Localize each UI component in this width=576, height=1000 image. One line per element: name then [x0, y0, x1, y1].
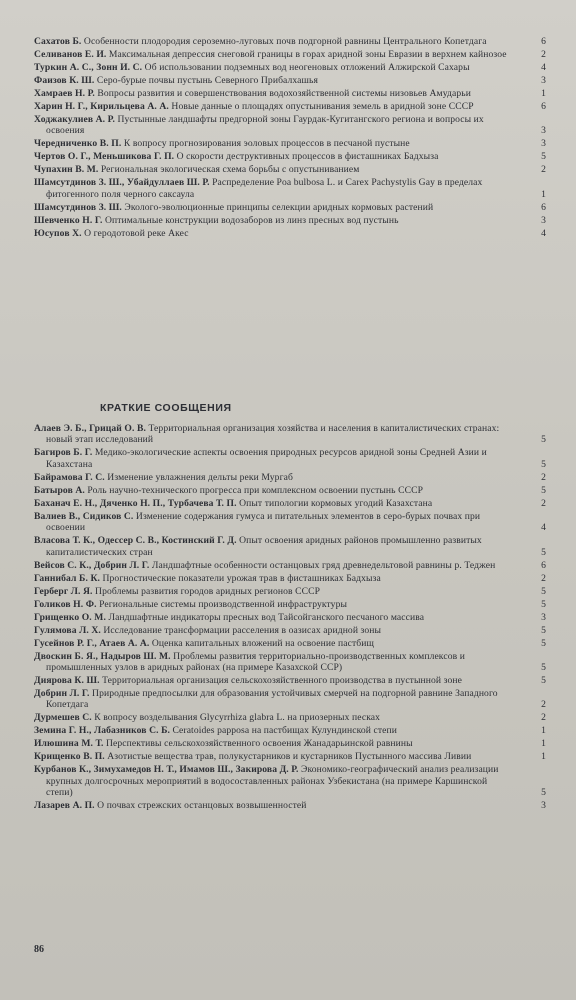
- entry-title: Перспективы сельскохозяйственного освоения Жанадарьинской равнины: [103, 738, 413, 750]
- index-entry: [34, 447, 546, 470]
- entry-title: Изменение увлажнения дельты реки Мургаб: [104, 471, 293, 483]
- index-entry: [34, 36, 546, 47]
- index-entry: [34, 228, 546, 239]
- entry-author: Земина Г. Н., Лабазников С. Б.: [34, 725, 171, 737]
- entry-title: Проблемы развития городов аридных регионов СССР: [92, 585, 321, 597]
- index-entry: [34, 625, 546, 636]
- entry-author: Гусейнов Р. Г., Атаев А. А.: [34, 637, 150, 649]
- entry-title: Азотистые вещества трав, полукустарников и кустарников Пустынного массива Ливии: [104, 751, 472, 763]
- index-entry: [34, 612, 546, 623]
- entry-author: Багиров Б. Г.: [34, 447, 93, 459]
- index-entry: [34, 800, 546, 811]
- entry-author: Валиев В., Сидиков С.: [34, 510, 134, 522]
- entry-author: Юсупов Х.: [34, 227, 82, 239]
- index-entry: [34, 675, 546, 686]
- entry-author: Ганнибал Б. К.: [34, 572, 100, 584]
- entry-author: Ходжакулиев А. Р.: [34, 114, 115, 125]
- entry-title: Распределение Poa bulbosa L. и Carex Pachystylis Gay в пределах фитогенного поля черного саксаула: [46, 177, 483, 200]
- page-number: 86: [34, 944, 44, 955]
- entry-author: Чертов О. Г., Меньшикова Г. П.: [34, 151, 175, 163]
- index-entry: [34, 151, 546, 162]
- entry-author: Сахатов Б.: [34, 36, 82, 47]
- entry-author: Баханач Е. Н., Дяченко Н. П., Турбачева Т. П.: [34, 497, 237, 509]
- entry-title: Максимальная депрессия снеговой границы в горах аридной зоны Евразии в верхнем кайнозое: [106, 49, 507, 60]
- entry-title: Медико-экологические аспекты освоения природных ресурсов аридной зоны Средней Азии и Казахстана: [46, 447, 487, 470]
- entry-page-number: 5: [541, 585, 546, 597]
- entry-author: Харин Н. Г., Кирильцева А. А.: [34, 101, 169, 112]
- entry-title: О почвах стрежских останцовых возвышенностей: [94, 800, 307, 812]
- entry-page-number: 5: [541, 434, 546, 446]
- entry-author: Шевченко Н. Г.: [34, 214, 103, 226]
- entry-page-number: 5: [541, 598, 546, 610]
- entry-title: Территориальная организация сельскохозяйственного производства в пустынной зоне: [99, 675, 462, 687]
- entry-author: Хамраев Н. Р.: [34, 88, 95, 99]
- index-entry: [34, 688, 546, 711]
- entry-title: Эколого-эволюционные принципы селекции аридных кормовых растений: [121, 201, 434, 213]
- entry-page-number: 2: [541, 572, 546, 584]
- entry-title: Оценка капитальных вложений на освоение пастбищ: [149, 637, 374, 649]
- entry-author: Вейсов С. К., Добрин Л. Г.: [34, 559, 150, 571]
- index-list-main: [34, 36, 546, 241]
- entry-author: Герберг Л. Я.: [34, 585, 93, 597]
- entry-page-number: 5: [541, 546, 546, 558]
- entry-title: О геродотовой реке Акес: [81, 227, 189, 239]
- index-entry: [34, 177, 546, 200]
- entry-page-number: 1: [541, 751, 546, 763]
- entry-author: Крищенко В. П.: [34, 751, 105, 763]
- entry-page-number: 2: [541, 164, 546, 176]
- entry-page-number: 6: [541, 559, 546, 571]
- entry-title: Исследование трансформации расселения в оазисах аридной зоны: [100, 624, 382, 636]
- entry-author: Власова Т. К., Одессер С. В., Костинский Г. Д.: [34, 535, 237, 547]
- index-list-short-reports: [34, 423, 546, 813]
- entry-author: Грищенко О. М.: [34, 611, 106, 623]
- index-entry: [34, 215, 546, 226]
- index-entry: [34, 651, 546, 674]
- entry-page-number: 3: [541, 800, 546, 812]
- entry-page-number: 2: [541, 712, 546, 724]
- section-heading: КРАТКИЕ СООБЩЕНИЯ: [100, 402, 232, 414]
- index-entry: [34, 712, 546, 723]
- entry-author: Добрин Л. Г.: [34, 688, 90, 700]
- entry-title: Оптимальные конструкции водозаборов из линз пресных вод пустынь: [102, 214, 399, 226]
- entry-page-number: 1: [541, 188, 546, 200]
- entry-page-number: 6: [541, 36, 546, 47]
- entry-page-number: 5: [541, 624, 546, 636]
- entry-title: Особенности плодородия сероземно-луговых почв подгорной равнины Центрального Копетдага: [81, 36, 487, 47]
- entry-author: Лазарев А. П.: [34, 800, 95, 812]
- entry-page-number: 5: [541, 151, 546, 163]
- entry-page-number: 4: [541, 227, 546, 239]
- entry-title: О скорости деструктивных процессов в фисташниках Бадхыза: [174, 151, 439, 163]
- entry-page-number: 1: [541, 738, 546, 750]
- entry-author: Шамсутдинов З. Ш.: [34, 201, 122, 213]
- entry-title: Опыт типологии кормовых угодий Казахстана: [236, 497, 433, 509]
- entry-title: Вопросы развития и совершенствования водохозяйственной системы низовьев Амударьи: [94, 88, 471, 99]
- entry-page-number: 5: [541, 787, 546, 799]
- entry-page-number: 6: [541, 201, 546, 213]
- entry-title: Роль научно-технического прогресса при комплексном освоении пустынь СССР: [84, 484, 424, 496]
- entry-page-number: 2: [541, 699, 546, 711]
- index-entry: [34, 586, 546, 597]
- entry-title: Новые данные о площадях опустынивания земель в аридной зоне СССР: [168, 101, 474, 112]
- index-entry: [34, 75, 546, 86]
- entry-author: Голиков Н. Ф.: [34, 598, 97, 610]
- index-entry: [34, 62, 546, 73]
- index-entry: [34, 49, 546, 60]
- entry-author: Гулямова Л. Х.: [34, 624, 101, 636]
- entry-title: Ландшафтные особенности останцовых гряд древнедельтовой равнины р. Теджен: [149, 559, 496, 571]
- entry-title: Территориальная организация хозяйства и населения в капиталистических странах: новый этап исследований: [46, 423, 500, 446]
- index-entry: [34, 599, 546, 610]
- index-entry: [34, 114, 546, 137]
- entry-title: Опыт освоения аридных районов промышленно развитых капиталистических стран: [46, 535, 482, 558]
- entry-page-number: 3: [541, 611, 546, 623]
- entry-page-number: 5: [541, 662, 546, 674]
- entry-page-number: 2: [541, 471, 546, 483]
- index-entry: [34, 560, 546, 571]
- entry-author: Курбанов К., Зимухамедов Н. Т., Имамов Ш., Закирова Д. Р.: [34, 764, 299, 776]
- entry-title: Прогностические показатели урожая трав в фисташниках Бадхыза: [100, 572, 381, 584]
- entry-title: Проблемы развития территориально-производственных комплексов и промышленных узлов в аридных районах (на примере Казахской ССР): [46, 650, 465, 674]
- index-entry: [34, 472, 546, 483]
- entry-title: Ландшафтные индикаторы пресных вод Тайсойганского песчаного массива: [105, 611, 425, 623]
- index-entry: [34, 101, 546, 112]
- entry-author: Чупахин В. М.: [34, 164, 99, 176]
- index-entry: [34, 164, 546, 175]
- index-entry: [34, 751, 546, 762]
- entry-title: Природные предпосылки для образования устойчивых смерчей на подгорной равнине Западного Копетдага: [46, 688, 498, 711]
- entry-author: Двоскин Б. Я., Надыров Ш. М.: [34, 650, 171, 662]
- index-entry: [34, 88, 546, 99]
- index-entry: [34, 573, 546, 584]
- entry-page-number: 2: [541, 49, 546, 60]
- entry-page-number: 4: [541, 522, 546, 534]
- entry-author: Батыров А.: [34, 484, 85, 496]
- entry-page-number: 5: [541, 484, 546, 496]
- entry-title: Об использовании подземных вод неогеновых отложений Алжирской Сахары: [142, 62, 470, 73]
- index-entry: [34, 638, 546, 649]
- entry-author: Байрамова Г. С.: [34, 471, 105, 483]
- entry-title: Региональные системы производственной инфраструктуры: [96, 598, 348, 610]
- entry-author: Селиванов Е. И.: [34, 49, 107, 60]
- index-entry: [34, 138, 546, 149]
- entry-page-number: 3: [541, 75, 546, 86]
- index-entry: [34, 498, 546, 509]
- entry-page-number: 5: [541, 675, 546, 687]
- entry-author: Алаев Э. Б., Грицай О. В.: [34, 423, 146, 434]
- index-entry: [34, 202, 546, 213]
- entry-page-number: 2: [541, 497, 546, 509]
- entry-author: Фаизов К. Ш.: [34, 75, 95, 86]
- entry-author: Туркин А. С., Зонн И. С.: [34, 62, 143, 73]
- entry-author: Илюшина М. Т.: [34, 738, 104, 750]
- entry-page-number: 6: [541, 101, 546, 112]
- index-entry: [34, 535, 546, 558]
- index-entry: [34, 738, 546, 749]
- entry-title: Ceratoides papposa на пастбищах Кулундинской степи: [170, 725, 397, 737]
- entry-page-number: 5: [541, 458, 546, 470]
- entry-title: К вопросу прогнозирования эоловых процессов в песчаной пустыне: [121, 138, 410, 150]
- entry-title: Пустынные ландшафты предгорной зоны Гаурдак-Кугитангского региона и вопросы их освоения: [46, 114, 484, 137]
- index-entry: [34, 764, 546, 798]
- entry-author: Диярова К. Ш.: [34, 675, 100, 687]
- index-entry: [34, 725, 546, 736]
- entry-page-number: 3: [541, 125, 546, 137]
- entry-page-number: 3: [541, 138, 546, 150]
- entry-title: Региональная экологическая схема борьбы с опустыниванием: [98, 164, 360, 176]
- entry-page-number: 4: [541, 62, 546, 73]
- entry-author: Чередниченко В. П.: [34, 138, 122, 150]
- entry-title: Изменение содержания гумуса и питательных элементов в серо-бурых почвах при освоении: [46, 510, 481, 534]
- entry-author: Шамсутдинов З. Ш., Убайдуллаев Ш. Р.: [34, 177, 210, 189]
- index-entry: [34, 485, 546, 496]
- index-entry: [34, 511, 546, 534]
- entry-author: Дурмешев С.: [34, 712, 92, 724]
- entry-page-number: 5: [541, 637, 546, 649]
- entry-title: Экономико-географический анализ реализации крупных долгосрочных мероприятий в водосоставленных районах Узбекистана (на примере Каршинской степи): [46, 764, 499, 799]
- entry-page-number: 1: [541, 88, 546, 99]
- index-entry: [34, 423, 546, 446]
- entry-title: К вопросу возделывания Glycyrrhiza glabra L. на приозерных песках: [91, 712, 381, 724]
- entry-page-number: 3: [541, 214, 546, 226]
- entry-page-number: 1: [541, 725, 546, 737]
- entry-title: Серо-бурые почвы пустынь Северного Прибалхашья: [94, 75, 318, 86]
